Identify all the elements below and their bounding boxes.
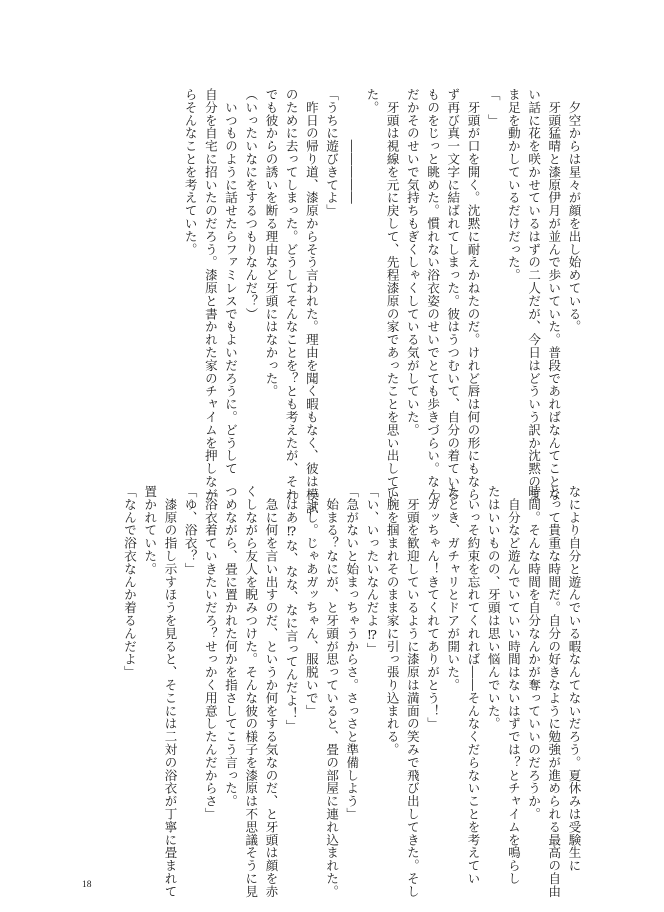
text-line: 「ゆ、浴衣？」 xyxy=(183,485,199,576)
text-line: い話に花を咲かせているはずの二人だが、今日はどういう訳か沈黙のま xyxy=(526,88,542,501)
text-line: 牙頭が口を開く。沈黙に耐えかねたのだ。けれど唇は何の形にもなら xyxy=(465,88,481,501)
text-line: て腕を掴まれそのまま家に引っ張り込まれる。 xyxy=(385,485,401,756)
text-line: 「浴衣着ていきたいだろ？せっかく用意したんだからさ」 xyxy=(203,485,219,821)
text-line: らそんなことを考えていた。 xyxy=(183,88,199,256)
text-line: 始まる？なにが、と牙頭が思っていると、畳の部屋に連れ込まれた。 xyxy=(324,485,340,898)
text-line: でも彼からの誘いを断る理由など牙頭にはなかった。 xyxy=(263,88,279,398)
text-line: つめながら、畳に置かれた何かを指さしてこう言った。 xyxy=(223,485,239,808)
text-line: 急に何を言い出すのだ、というか何をする気なのだ、と牙頭は顔を赤 xyxy=(263,485,279,898)
text-line: だかそのせいで気持ちもぎくしゃくしている気がしていた。 xyxy=(405,88,421,437)
text-line: 時間。そんな時間を自分なんかが奪っていいのだろうか。 xyxy=(526,485,542,821)
text-line: 漆原の指し示すほうを見ると、そこには二対の浴衣が丁寧に畳まれて xyxy=(162,485,178,898)
text-line: 自分など遊んでいていい時間はないはずでは？とチャイムを鳴らし xyxy=(506,485,522,885)
text-line: 「 」 xyxy=(486,88,502,127)
text-line: （いったいなにをするつもりなんだ？） xyxy=(243,88,259,321)
text-line: ものをじっと眺めた。慣れない浴衣姿のせいでとても歩きづらい。なん xyxy=(425,88,441,501)
text-line: 「はあ⁉な、なな、なに言ってんだよ！」 xyxy=(284,485,300,733)
text-line: 「よし。じゃあガッちゃん、服脱いで」 xyxy=(304,485,320,718)
text-line: 「うちに遊びきてよ」 xyxy=(324,88,340,217)
text-line: 牙頭猛晴と漆原伊月が並んで歩いていた。普段であればなんてことな xyxy=(546,88,562,501)
text-line: ず再び真一文字に結ばれてしまった。彼はうつむいて、自分の着ている xyxy=(445,88,461,501)
text-line: いつものように話せたらファミレスでもよいだろうに。どうして xyxy=(223,88,239,475)
text-line: くしながら友人を睨みつけた。そんな彼の様子を漆原は不思議そうに見 xyxy=(243,485,259,898)
text-line: 「ガッちゃん！きてくれてありがとう！」 xyxy=(425,485,441,731)
text-line: なにより自分と遊んでいる暇なんてないだろう。夏休みは受験生に xyxy=(567,485,582,872)
text-line: 「い、いったいなんだよ⁉」 xyxy=(364,485,380,656)
text-line: のために去ってしまった。どうしてそんなことを？とも考えたが、それ xyxy=(284,88,300,501)
text-line: とって貴重な時間だ。自分の好きなように勉強が進められる最高の自由 xyxy=(546,485,562,898)
page-number: 18 xyxy=(82,880,92,890)
text-line: ――――― xyxy=(344,88,360,205)
text-line: 置かれていた。 xyxy=(142,485,158,576)
text-line: ま足を動かしているだけだった。 xyxy=(506,88,522,282)
text-line: 夕空からは星々が顔を出し始めている。 xyxy=(567,88,582,334)
text-line: たはいいものの、牙頭は思い悩んでいた。 xyxy=(486,485,502,731)
text-line: 「なんで浴衣なんか着るんだよ」 xyxy=(122,485,138,679)
text-line: 自分を自宅に招いたのだろう。漆原と書かれた家のチャイムを押しなが xyxy=(203,88,219,501)
text-line: 「急がないと始まっちゃうからさ。さっさと準備しよう」 xyxy=(344,485,360,821)
text-line: 昨日の帰り道、漆原からそう言われた。理由を聞く暇もなく、彼は模試 xyxy=(304,88,320,514)
text-line: た。 xyxy=(364,88,380,114)
upper-text-block xyxy=(84,88,584,514)
text-line: 牙頭を歓迎しているように漆原は満面の笑みで飛び出してきた。そし xyxy=(405,485,421,898)
text-line: いっそ約束を忘れてくれれば――そんなくだらないことを考えてい xyxy=(465,485,481,885)
text-line: 牙頭は視線を元に戻して、先程漆原の家であったことを思い出してい xyxy=(385,88,401,501)
text-line: たとき、ガチャリとドアが開いた。 xyxy=(445,485,461,692)
